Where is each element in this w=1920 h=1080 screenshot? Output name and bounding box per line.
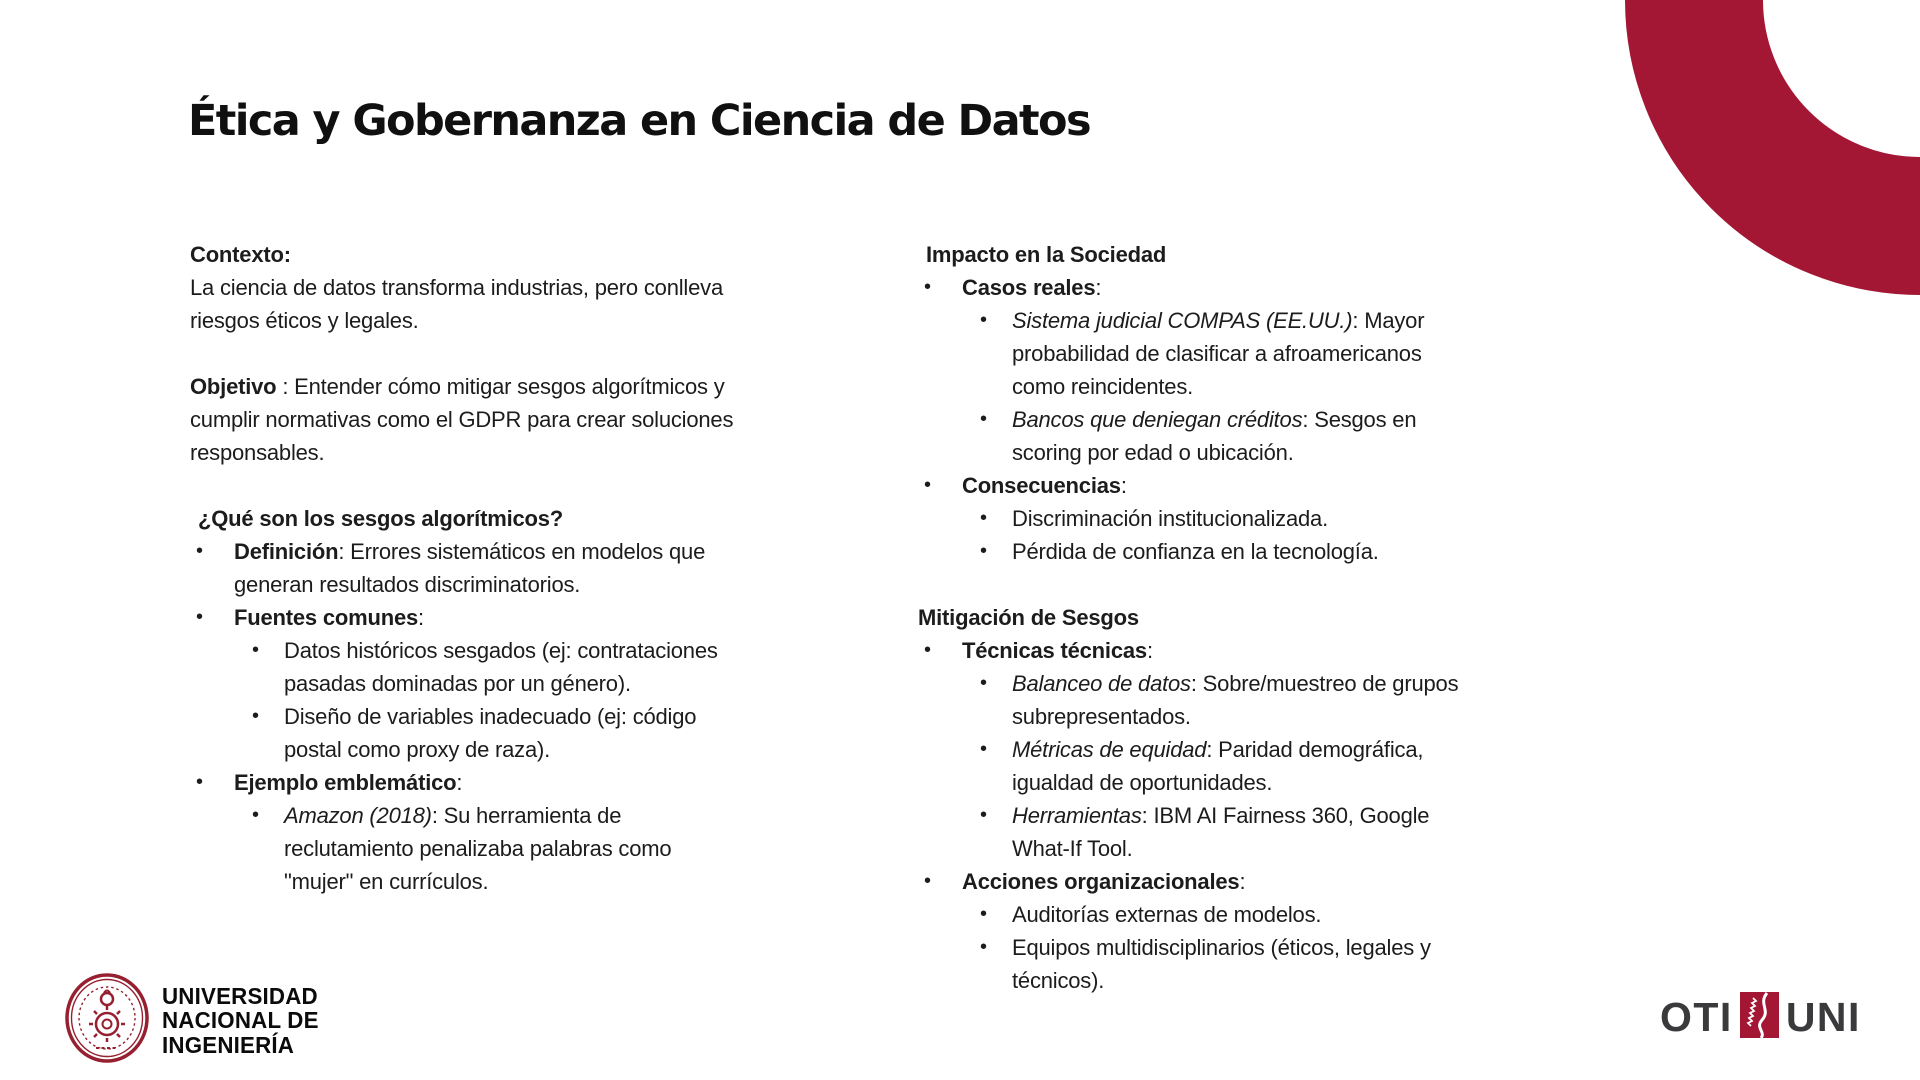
text-content: Mitigación de Sesgos [918, 605, 1139, 630]
bullet-marker: • [980, 804, 987, 826]
bullet-marker: • [924, 276, 931, 298]
text-content: La ciencia de datos transforma industrias, pero conlleva riesgos éticos y legales. [190, 275, 723, 333]
bullet-marker: • [196, 606, 203, 628]
section-heading [190, 238, 734, 271]
text-content: Datos históricos sesgados (ej: contrataciones pasadas dominadas por un género). [284, 638, 718, 696]
corner-arc-decoration [1625, 0, 1920, 295]
text-content: Equipos multidisciplinarios (éticos, legales y técnicos). [1012, 935, 1431, 993]
bullet-marker: • [980, 408, 987, 430]
bullet-item [918, 469, 1470, 502]
blank-line [190, 469, 734, 502]
oti-logo-text-right: UNI [1785, 994, 1861, 1040]
bullet-item [190, 634, 734, 700]
text-content: Auditorías externas de modelos. [1012, 902, 1322, 927]
oti-uni-logo [1660, 992, 1861, 1043]
wordmark-line-1: UNIVERSIDAD [162, 982, 318, 1009]
bullet-marker: • [252, 639, 259, 661]
bullet-item [190, 700, 734, 766]
bullet-item [190, 535, 734, 601]
text-content: Casos reales: [962, 275, 1102, 300]
bullet-marker: • [980, 309, 987, 331]
bullet-marker: • [980, 540, 987, 562]
gear-figure-icon [1740, 992, 1779, 1043]
text-content: ¿Qué son los sesgos algorítmicos? [198, 506, 564, 531]
bullet-item [918, 634, 1470, 667]
text-content: Acciones organizacionales: [962, 869, 1246, 894]
paragraph [190, 271, 734, 337]
bullet-marker: • [980, 903, 987, 925]
text-content: Herramientas: IBM AI Fairness 360, Google What-If Tool. [1012, 803, 1430, 861]
bullet-marker: • [252, 705, 259, 727]
section-heading [918, 601, 1470, 634]
bullet-marker: • [252, 804, 259, 826]
paragraph [190, 370, 734, 469]
section-heading [918, 238, 1470, 271]
bullet-item [918, 733, 1470, 799]
left-column [190, 238, 734, 898]
section-heading [190, 502, 734, 535]
wordmark-line-2: NACIONAL DE [162, 1007, 319, 1034]
text-content: Objetivo : Entender cómo mitigar sesgos algorítmicos y cumplir normativas como el GDPR para crear soluciones responsables. [190, 374, 734, 465]
bullet-item [918, 799, 1470, 865]
bullet-item [190, 766, 734, 799]
text-content: Técnicas técnicas: [962, 638, 1153, 663]
bullet-marker: • [980, 507, 987, 529]
text-content: Definición: Errores sistemáticos en modelos que generan resultados discriminatorios. [234, 539, 706, 597]
blank-line [190, 337, 734, 370]
university-wordmark [162, 984, 319, 1058]
bullet-item [918, 535, 1470, 568]
bullet-marker: • [980, 738, 987, 760]
bullet-item [190, 799, 734, 898]
blank-line [918, 568, 1470, 601]
wordmark-line-3: INGENIERÍA [162, 1031, 295, 1058]
university-logo [64, 972, 324, 1069]
bullet-item [918, 898, 1470, 931]
text-content: Amazon (2018): Su herramienta de reclutamiento penalizaba palabras como "mujer" en currículos. [284, 803, 672, 894]
text-content: Consecuencias: [962, 473, 1127, 498]
text-content: Balanceo de datos: Sobre/muestreo de grupos subrepresentados. [1012, 671, 1459, 729]
text-content: Ejemplo emblemático: [234, 770, 463, 795]
bullet-item [918, 865, 1470, 898]
text-content: Diseño de variables inadecuado (ej: código postal como proxy de raza). [284, 704, 697, 762]
right-column [918, 238, 1470, 997]
bullet-item [918, 403, 1470, 469]
bullet-marker: • [980, 672, 987, 694]
bullet-item [918, 271, 1470, 304]
bullet-marker: • [924, 870, 931, 892]
text-content: Discriminación institucionalizada. [1012, 506, 1329, 531]
bullet-marker: • [196, 540, 203, 562]
uni-seal-icon [64, 972, 150, 1069]
bullet-item [918, 502, 1470, 535]
text-content: Sistema judicial COMPAS (EE.UU.): Mayor probabilidad de clasificar a afroamericanos como reincidentes. [1012, 308, 1425, 399]
bullet-item [918, 667, 1470, 733]
bullet-marker: • [980, 936, 987, 958]
text-content: Impacto en la Sociedad [926, 242, 1167, 267]
text-content: Métricas de equidad: Paridad demográfica, igualdad de oportunidades. [1012, 737, 1424, 795]
text-content: Fuentes comunes: [234, 605, 424, 630]
text-content: Pérdida de confianza en la tecnología. [1012, 539, 1379, 564]
bullet-item [190, 601, 734, 634]
text-content: Bancos que deniegan créditos: Sesgos en scoring por edad o ubicación. [1012, 407, 1417, 465]
oti-logo-text-left: OTI [1660, 994, 1733, 1040]
bullet-item [918, 304, 1470, 403]
slide-title: Ética y Gobernanza en Ciencia de Datos [188, 96, 1090, 146]
bullet-marker: • [924, 639, 931, 661]
text-content: Contexto: [190, 242, 291, 267]
bullet-marker: • [924, 474, 931, 496]
bullet-marker: • [196, 771, 203, 793]
bullet-item [918, 931, 1470, 997]
